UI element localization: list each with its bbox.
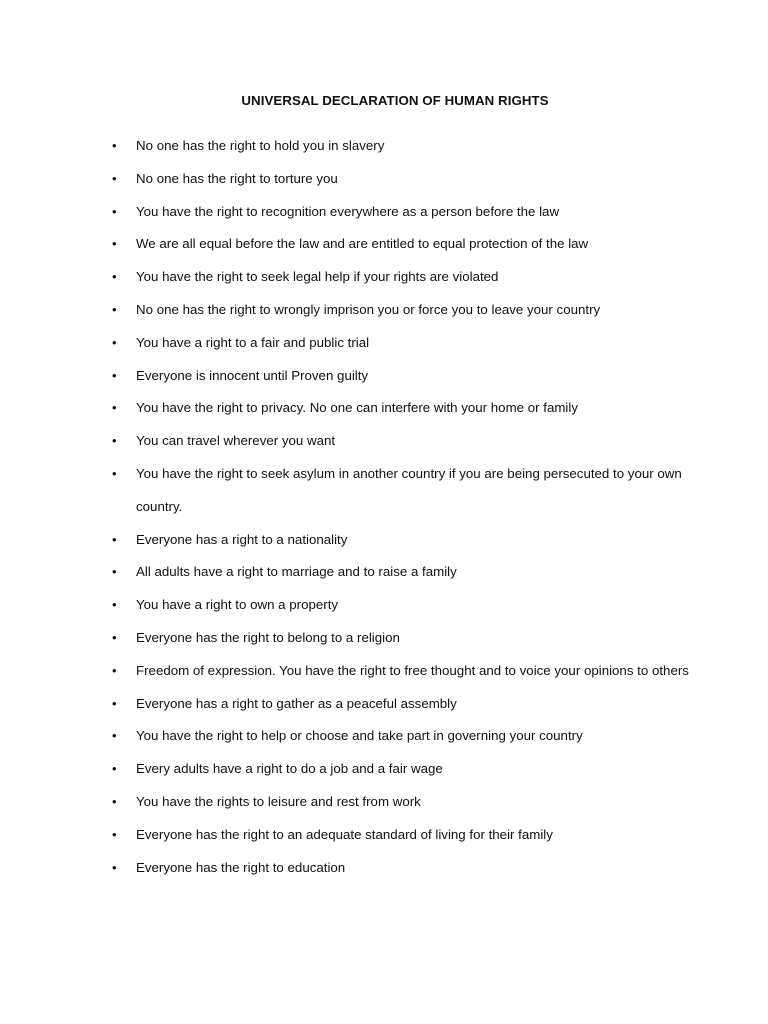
list-item [112, 589, 692, 622]
bullet-icon: • [112, 138, 117, 153]
list-item [112, 819, 692, 852]
bullet-icon: • [112, 761, 117, 777]
list-item [112, 360, 692, 393]
list-item [112, 753, 692, 786]
bullet-icon: • [112, 859, 117, 875]
list-item [112, 130, 692, 163]
list-item [112, 196, 692, 229]
list-item-text: You have the rights to leisure and rest from work [136, 793, 421, 809]
list-item-text: Everyone has the right to belong to a religion [136, 629, 400, 645]
list-item-text: Everyone has the right to education [136, 859, 346, 875]
bullet-icon: • [112, 465, 117, 481]
list-item [112, 261, 692, 294]
list-item-text: Freedom of expression. You have the right to free thought and to voice your opinions to others [136, 662, 689, 678]
list-item [112, 425, 692, 458]
list-item [112, 556, 692, 589]
list-item-text: You have the right to privacy. No one can interfere with your home or family [136, 400, 578, 416]
list-item [112, 786, 692, 819]
bullet-icon: • [112, 236, 117, 252]
bullet-icon: • [112, 334, 117, 350]
list-item [112, 720, 692, 753]
list-item [112, 392, 692, 425]
bullet-icon: • [112, 728, 117, 744]
list-item-text: All adults have a right to marriage and to raise a family [136, 564, 457, 580]
list-item [112, 524, 692, 557]
bullet-icon: • [112, 793, 117, 809]
list-item-text: No one has the right to hold you in slavery [136, 138, 385, 153]
list-item [112, 688, 692, 721]
bullet-icon: • [112, 301, 117, 317]
bullet-icon: • [112, 597, 117, 613]
list-item-text: Everyone has a right to a nationality [136, 531, 348, 547]
bullet-icon: • [112, 629, 117, 645]
bullet-icon: • [112, 531, 117, 547]
list-item-text: We are all equal before the law and are entitled to equal protection of the law [136, 236, 589, 252]
list-item [112, 458, 692, 524]
bullet-icon: • [112, 695, 117, 711]
list-item-text: Everyone is innocent until Proven guilty [136, 367, 369, 383]
bullet-icon: • [112, 662, 117, 678]
list-item [112, 228, 692, 261]
list-item [112, 655, 692, 688]
list-item [112, 294, 692, 327]
list-item-text: You have a right to own a property [136, 597, 339, 613]
bullet-icon: • [112, 269, 117, 285]
bullet-icon: • [112, 400, 117, 416]
list-item-text: No one has the right to torture you [136, 170, 338, 186]
list-item-text: Everyone has the right to an adequate standard of living for their family [136, 826, 553, 842]
bullet-icon: • [112, 564, 117, 580]
rights-list [112, 130, 692, 884]
document-title: UNIVERSAL DECLARATION OF HUMAN RIGHTS [241, 93, 549, 108]
bullet-icon: • [112, 433, 117, 449]
list-item-text: Every adults have a right to do a job and a fair wage [136, 761, 443, 777]
list-item-text: You have the right to help or choose and take part in governing your country [136, 728, 583, 744]
list-item-text: You have the right to recognition everywhere as a person before the law [136, 203, 560, 219]
list-item-text: No one has the right to wrongly imprison you or force you to leave your country [136, 301, 601, 317]
bullet-icon: • [112, 170, 117, 186]
list-item-text: You have a right to a fair and public trial [136, 334, 370, 350]
list-item [112, 622, 692, 655]
list-item-text: You have the right to seek asylum in another country if you are being persecuted to your own country. [136, 465, 682, 514]
bullet-icon: • [112, 826, 117, 842]
list-item [112, 327, 692, 360]
bullet-icon: • [112, 367, 117, 383]
list-item [112, 852, 692, 885]
list-item-text: You have the right to seek legal help if your rights are violated [136, 269, 499, 285]
list-item [112, 163, 692, 196]
bullet-icon: • [112, 203, 117, 219]
list-item-text: Everyone has a right to gather as a peaceful assembly [136, 695, 457, 711]
list-item-text: You can travel wherever you want [136, 433, 336, 449]
